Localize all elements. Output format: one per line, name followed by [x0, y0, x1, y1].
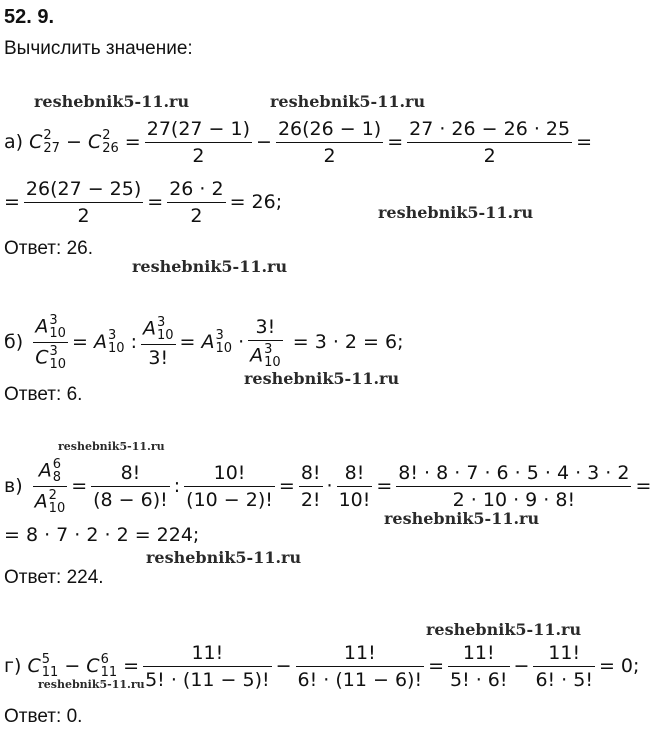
fraction: $\frac{10!}{(10 - 2)!}$ — [186, 461, 273, 511]
part-a-line-1: а) C 2 27 − C 2 26 = $\frac{27(27 - 1)}{2}$ − $\frac{26(26 - 1)}{2}$ = $\frac{27 \cdot 26 - 26 \cdot 25}{2}$ = — [4, 117, 593, 167]
watermark: reshebnik5-11.ru — [146, 548, 302, 567]
part-v-line-2: = 8 · 7 · 2 · 2 = 224; — [4, 524, 200, 546]
fraction: $\frac{27 \cdot 26 - 26 \cdot 25}{2}$ — [409, 117, 571, 167]
watermark: reshebnik5-11.ru — [244, 369, 400, 388]
watermark: reshebnik5-11.ru — [38, 678, 145, 691]
watermark: reshebnik5-11.ru — [384, 509, 540, 528]
fraction: $\frac{8!}{2!}$ — [300, 461, 321, 511]
part-g-label: г) — [4, 655, 22, 677]
fraction: $\frac{8! \cdot 8 \cdot 7 \cdot 6 \cdot 5 \cdot 4 \cdot 3 \cdot 2}{2 \cdot 10 \cdot 9 \cdot 8!}$ — [398, 461, 630, 511]
part-v-label: в) — [4, 475, 23, 497]
part-a-label: а) — [4, 131, 24, 153]
fraction: 3! A 3 10 — [250, 315, 281, 370]
fraction: $\frac{11!}{6! \cdot (11 - 6)!}$ — [297, 641, 423, 691]
fraction: $\frac{11!}{5! \cdot (11 - 5)!}$ — [145, 641, 270, 691]
fraction: A 3 10 3! — [142, 314, 174, 369]
fraction: $\frac{8!}{10!}$ — [338, 461, 371, 511]
fraction: A 3 10 C 3 10 — [35, 312, 67, 372]
answer-v: Ответ: 224. — [4, 567, 104, 588]
watermark: reshebnik5-11.ru — [34, 92, 190, 111]
fraction: $\frac{26 \cdot 2}{2}$ — [169, 177, 224, 227]
fraction: $\frac{26(27 - 25)}{2}$ — [25, 177, 142, 227]
fraction: $\frac{11!}{5! \cdot 6!}$ — [449, 641, 508, 691]
part-a-line-2: = $\frac{26(27 - 25)}{2}$ = $\frac{26 \cdot 2}{2}$ = 26; — [4, 177, 283, 227]
answer-b: Ответ: 6. — [4, 384, 83, 405]
part-v-line-1: в) A 6 8 A 2 10 = $\frac{8!}{(8 - 6)!}$ : $\frac{10!}{(10 - 2)!}$ = $\frac{8!}{2!}$ · $\frac{8!}{10!}$ = $\frac{8! \cdot 8 \cdot 7 \cdot 6 \cdot 5 \cdot 4 \cdot 3 \cdot 2}{2 \cdot 10 \cdot 9 \cdot 8!}$ = — [4, 456, 651, 516]
fraction: $\frac{11!}{6! \cdot 5!}$ — [535, 641, 593, 691]
problem-number: 52. 9. — [4, 6, 55, 28]
fraction: $\frac{8!}{(8 - 6)!}$ — [93, 461, 168, 511]
fraction: A 6 8 A 2 10 — [34, 456, 66, 516]
watermark: reshebnik5-11.ru — [426, 620, 582, 639]
fraction: $\frac{27(27 - 1)}{2}$ — [146, 117, 251, 167]
watermark: reshebnik5-11.ru — [378, 203, 534, 222]
instruction-text: Вычислить значение: — [4, 38, 193, 59]
answer-g: Ответ: 0. — [4, 706, 83, 727]
answer-a: Ответ: 26. — [4, 238, 93, 259]
watermark: reshebnik5-11.ru — [58, 440, 165, 453]
watermark: reshebnik5-11.ru — [132, 257, 288, 276]
part-b-label: б) — [4, 331, 24, 353]
watermark: reshebnik5-11.ru — [270, 92, 426, 111]
part-b-line: б) A 3 10 C 3 10 = A 3 10 : A 3 10 3! = A 3 10 · 3! A 3 10 = 3 · 2 = 6; — [4, 312, 404, 372]
part-g-line: г) C 5 11 − C 6 11 = $\frac{11!}{5! \cdot (11 - 5)!}$ − $\frac{11!}{6! \cdot (11 - 6)!}$ = $\frac{11!}{5! \cdot 6!}$ − $\frac{11!}{6! \cdot 5!}$ = 0; — [4, 641, 640, 691]
fraction: $\frac{26(26 - 1)}{2}$ — [277, 117, 382, 167]
